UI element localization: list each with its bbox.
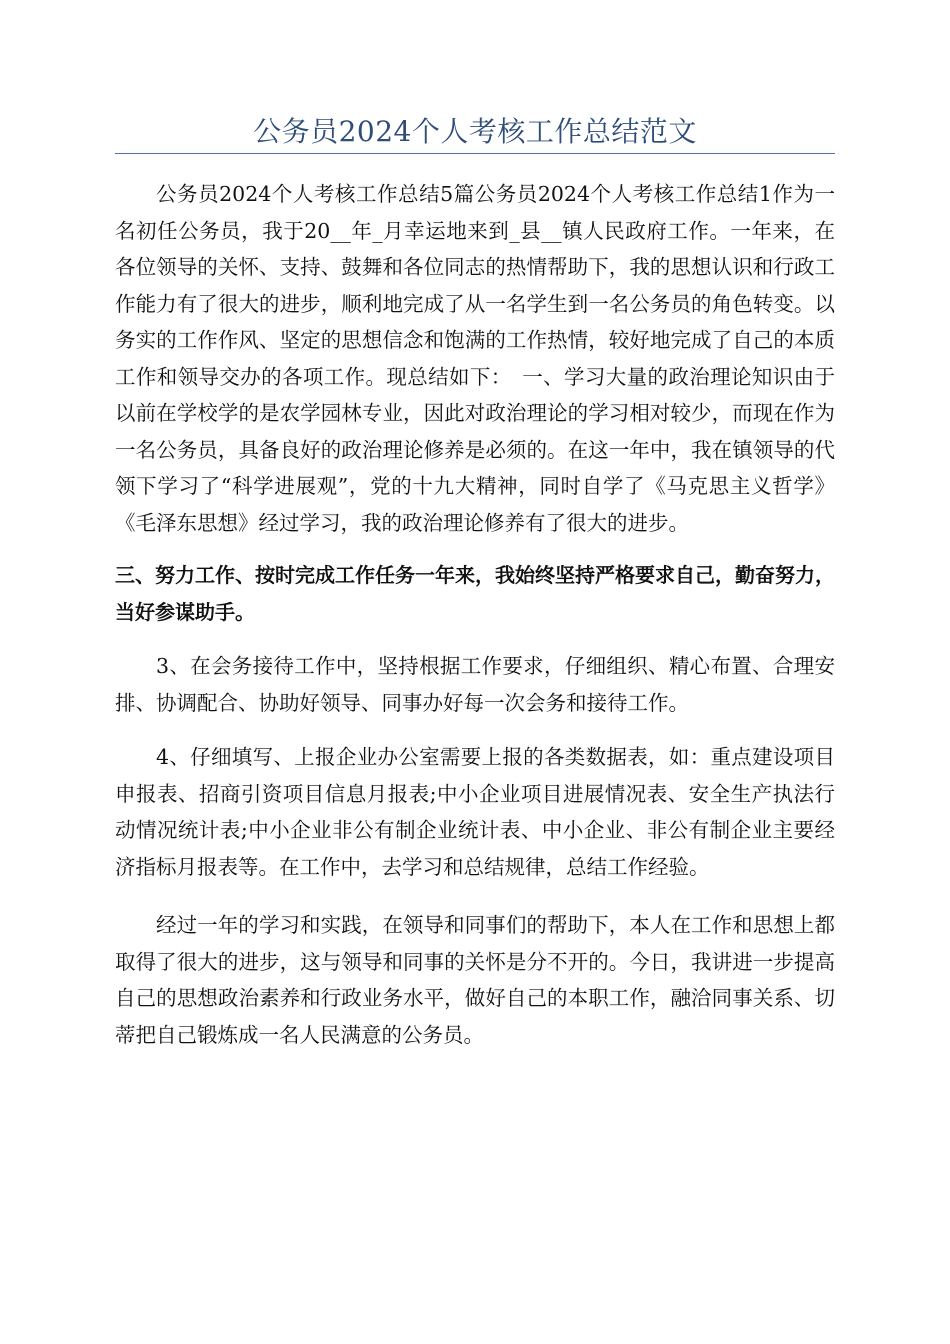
document-title: 公务员2024个人考核工作总结范文 [253, 115, 697, 148]
paragraph-item-3: 3、在会务接待工作中，坚持根据工作要求，仔细组织、精心布置、合理安排、协调配合、协助好领导、同事办好每一次会务和接待工作。 [115, 654, 835, 715]
document-body [115, 176, 835, 1053]
paragraph-intro: 公务员2024个人考核工作总结5篇公务员2024个人考核工作总结1作为一名初任公务员，我于20__年_月幸运地来到_县__镇人民政府工作。一年来，在各位领导的关怀、支持、鼓舞和各位同志的热情帮助下，我的思想认识和行政工作能力有了很大的进步，顺利地完成了从一名学生到一名公务员的角色转变。以务实的工作作风、坚定的思想信念和饱满的工作热情，较好地完成了自己的本质工作和领导交办的各项工作。现总结如下： 一、学习大量的政治理论知识由于以前在学校学的是农学园林专业，因此对政治理论的学习相对较少，而现在作为一名公务员，具备良好的政治理论修养是必须的。在这一年中，我在镇领导的代领下学习了“科学进展观”，党的十九大精神，同时自学了《马克思主义哲学》《毛泽东思想》经过学习，我的政治理论修养有了很大的进步。 [115, 182, 835, 535]
paragraph-item-4: 4、仔细填写、上报企业办公室需要上报的各类数据表，如：重点建设项目申报表、招商引资项目信息月报表;中小企业项目进展情况表、安全生产执法行动情况统计表;中小企业非公有制企业统计表、中小企业、非公有制企业主要经济指标月报表等。在工作中，去学习和总结规律，总结工作经验。 [115, 745, 835, 879]
title-underline [115, 153, 835, 154]
paragraph-section-heading: 三、努力工作、按时完成工作任务一年来，我始终坚持严格要求自己，勤奋努力，当好参谋助手。 [115, 563, 835, 624]
paragraph-conclusion: 经过一年的学习和实践，在领导和同事们的帮助下，本人在工作和思想上都取得了很大的进步，这与领导和同事的关怀是分不开的。今日，我讲进一步提高自己的思想政治素养和行政业务水平，做好自己的本职工作，融洽同事关系、切蒂把自己锻炼成一名人民满意的公务员。 [115, 913, 835, 1047]
